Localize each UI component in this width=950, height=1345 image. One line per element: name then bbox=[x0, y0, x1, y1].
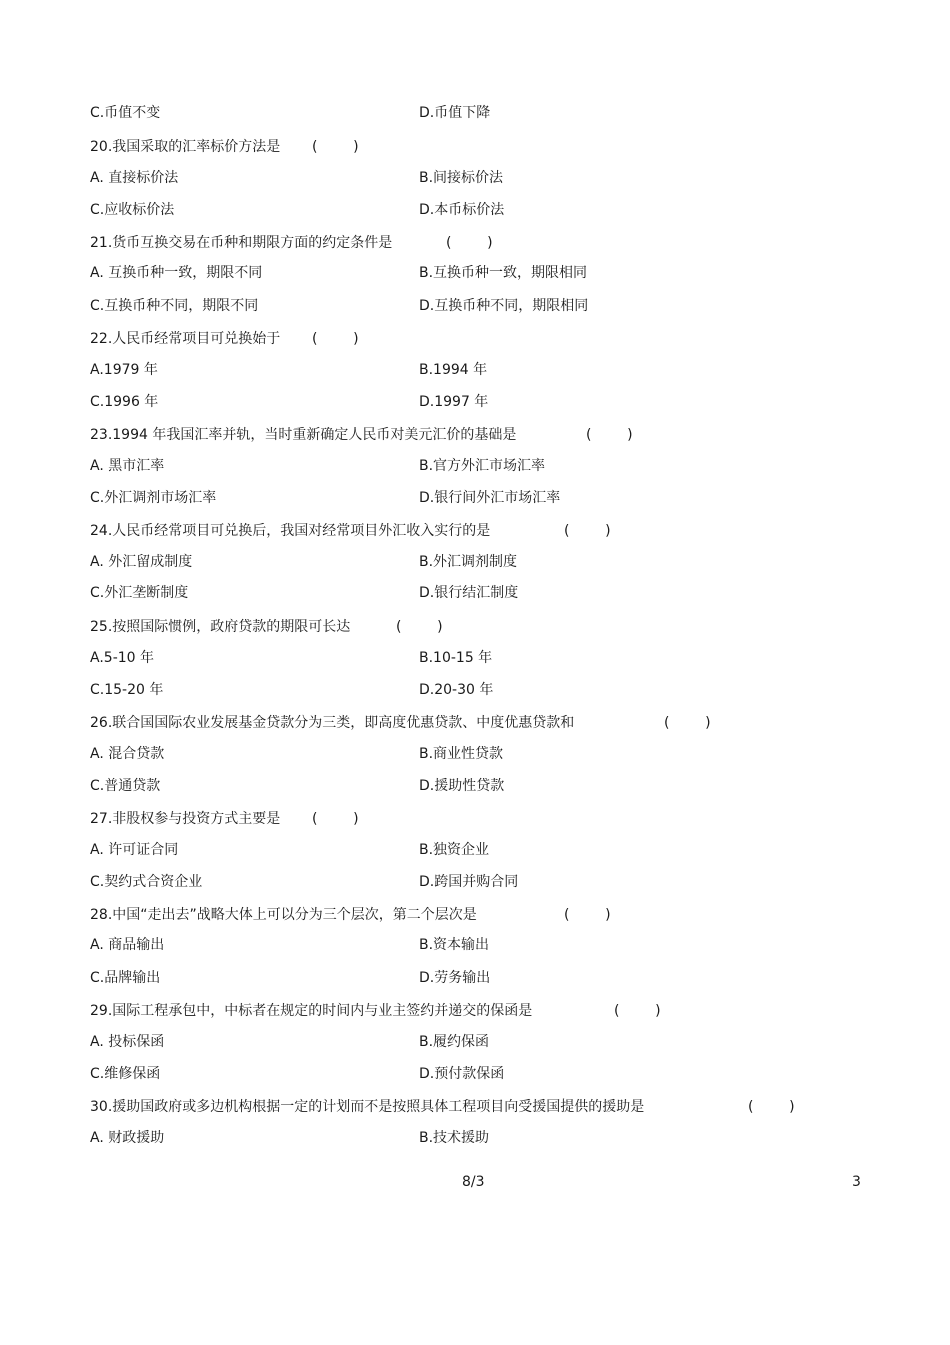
option-row bbox=[90, 870, 870, 894]
option-row bbox=[90, 678, 870, 702]
option-row bbox=[90, 198, 870, 222]
option-c: C.维修保函 bbox=[90, 1066, 161, 1082]
option-d: D.1997 年 bbox=[419, 394, 489, 410]
option-row bbox=[90, 933, 870, 957]
option-a: A. 互换币种一致，期限不同 bbox=[90, 265, 263, 281]
question-24 bbox=[90, 519, 611, 543]
option-row bbox=[90, 261, 870, 285]
page-ratio: 8/3 bbox=[462, 1174, 485, 1190]
option-c: C.互换币种不同，期限不同 bbox=[90, 298, 259, 314]
option-a: A. 投标保函 bbox=[90, 1034, 165, 1050]
option-c: C.币值不变 bbox=[90, 105, 161, 121]
option-d: D.银行结汇制度 bbox=[419, 585, 519, 601]
option-row bbox=[90, 486, 870, 510]
question-text: 21.货币互换交易在币种和期限方面的约定条件是 bbox=[90, 235, 393, 251]
option-row bbox=[90, 742, 870, 766]
option-row bbox=[90, 646, 870, 670]
question-20 bbox=[90, 135, 359, 159]
option-a: A. 混合贷款 bbox=[90, 746, 165, 762]
option-d: D.劳务输出 bbox=[419, 970, 491, 986]
option-b: B.间接标价法 bbox=[419, 170, 504, 186]
question-29 bbox=[90, 999, 661, 1023]
option-d: D.本币标价法 bbox=[419, 202, 505, 218]
question-28 bbox=[90, 903, 611, 927]
option-c: C.15-20 年 bbox=[90, 682, 164, 698]
question-text: 22.人民币经常项目可兑换始于 bbox=[90, 331, 281, 347]
question-22 bbox=[90, 327, 359, 351]
question-text: 25.按照国际惯例，政府贷款的期限可长达 bbox=[90, 619, 351, 635]
answer-bracket: ( ) bbox=[586, 427, 633, 443]
option-a: A.1979 年 bbox=[90, 362, 158, 378]
option-b: B.官方外汇市场汇率 bbox=[419, 458, 546, 474]
answer-bracket: ( ) bbox=[564, 523, 611, 539]
answer-bracket: ( ) bbox=[312, 811, 359, 827]
answer-bracket: ( ) bbox=[396, 619, 443, 635]
question-text: 20.我国采取的汇率标价方法是 bbox=[90, 139, 281, 155]
option-a: A. 商品输出 bbox=[90, 937, 165, 953]
option-d: D.预付款保函 bbox=[419, 1066, 505, 1082]
option-row bbox=[90, 550, 870, 574]
option-b: B.10-15 年 bbox=[419, 650, 493, 666]
option-row bbox=[90, 454, 870, 478]
page-number: 3 bbox=[852, 1174, 861, 1190]
option-d: D.20-30 年 bbox=[419, 682, 494, 698]
option-row bbox=[90, 1030, 870, 1054]
answer-bracket: ( ) bbox=[614, 1003, 661, 1019]
question-text: 26.联合国国际农业发展基金贷款分为三类，即高度优惠贷款、中度优惠贷款和 bbox=[90, 715, 575, 731]
option-b: B.履约保函 bbox=[419, 1034, 490, 1050]
option-c: C.1996 年 bbox=[90, 394, 159, 410]
option-row bbox=[90, 294, 870, 318]
option-c: C.品牌输出 bbox=[90, 970, 161, 986]
question-text: 30.援助国政府或多边机构根据一定的计划而不是按照具体工程项目向受援国提供的援助是 bbox=[90, 1099, 645, 1115]
question-26 bbox=[90, 711, 711, 735]
option-c: C.应收标价法 bbox=[90, 202, 175, 218]
option-b: B.独资企业 bbox=[419, 842, 490, 858]
question-text: 27.非股权参与投资方式主要是 bbox=[90, 811, 281, 827]
option-b: B.资本输出 bbox=[419, 937, 490, 953]
answer-bracket: ( ) bbox=[664, 715, 711, 731]
option-row bbox=[90, 774, 870, 798]
option-b: B.1994 年 bbox=[419, 362, 488, 378]
answer-bracket: ( ) bbox=[748, 1099, 795, 1115]
option-a: A. 许可证合同 bbox=[90, 842, 179, 858]
question-text: 23.1994 年我国汇率并轨，当时重新确定人民币对美元汇价的基础是 bbox=[90, 427, 517, 443]
option-row bbox=[90, 166, 870, 190]
option-b: B.商业性贷款 bbox=[419, 746, 504, 762]
answer-bracket: ( ) bbox=[564, 907, 611, 923]
option-d: D.互换币种不同，期限相同 bbox=[419, 298, 589, 314]
option-c: C.契约式合资企业 bbox=[90, 874, 203, 890]
option-row bbox=[90, 838, 870, 862]
option-row bbox=[90, 966, 870, 990]
option-d: D.跨国并购合同 bbox=[419, 874, 519, 890]
question-25 bbox=[90, 615, 443, 639]
option-row bbox=[90, 358, 870, 382]
option-a: A. 黑市汇率 bbox=[90, 458, 165, 474]
option-b: B.外汇调剂制度 bbox=[419, 554, 518, 570]
option-d: D.币值下降 bbox=[419, 105, 491, 121]
option-c: C.普通贷款 bbox=[90, 778, 161, 794]
option-row bbox=[90, 390, 870, 414]
question-27 bbox=[90, 807, 359, 831]
option-row bbox=[90, 581, 870, 605]
option-b: B.互换币种一致，期限相同 bbox=[419, 265, 588, 281]
option-b: B.技术援助 bbox=[419, 1130, 490, 1146]
option-row bbox=[90, 1126, 870, 1150]
answer-bracket: ( ) bbox=[312, 139, 359, 155]
option-c: C.外汇调剂市场汇率 bbox=[90, 490, 217, 506]
option-a: A. 外汇留成制度 bbox=[90, 554, 193, 570]
option-a: A.5-10 年 bbox=[90, 650, 155, 666]
option-a: A. 直接标价法 bbox=[90, 170, 179, 186]
option-c: C.外汇垄断制度 bbox=[90, 585, 189, 601]
option-row bbox=[90, 1062, 870, 1086]
option-d: D.援助性贷款 bbox=[419, 778, 505, 794]
answer-bracket: ( ) bbox=[312, 331, 359, 347]
question-text: 28.中国“走出去”战略大体上可以分为三个层次，第二个层次是 bbox=[90, 907, 477, 923]
option-a: A. 财政援助 bbox=[90, 1130, 165, 1146]
question-30 bbox=[90, 1095, 795, 1119]
question-21 bbox=[90, 231, 493, 255]
option-row bbox=[90, 101, 870, 125]
option-d: D.银行间外汇市场汇率 bbox=[419, 490, 561, 506]
question-23 bbox=[90, 423, 633, 447]
answer-bracket: ( ) bbox=[446, 235, 493, 251]
question-text: 24.人民币经常项目可兑换后，我国对经常项目外汇收入实行的是 bbox=[90, 523, 491, 539]
question-text: 29.国际工程承包中，中标者在规定的时间内与业主签约并递交的保函是 bbox=[90, 1003, 533, 1019]
